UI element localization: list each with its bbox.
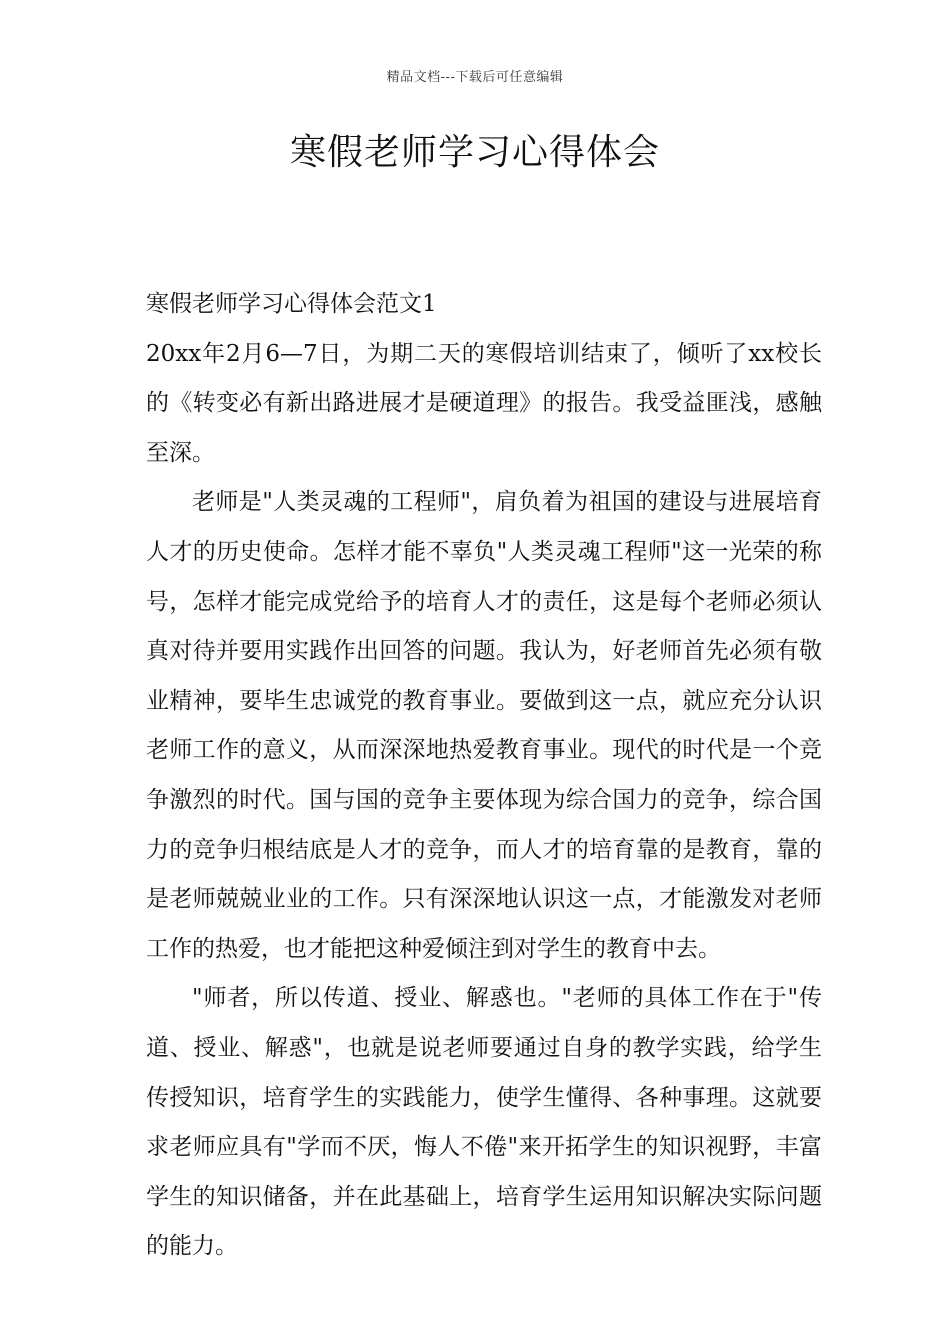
header-note: 精品文档---下载后可任意编辑 [386, 70, 564, 85]
paragraph-1: 20xx年2月6—7日，为期二天的寒假培训结束了，倾听了xx校长的《转变必有新出路进展才是硬道理》的报告。我受益匪浅，感触至深。 [146, 340, 822, 466]
paragraph-3: "师者，所以传道、授业、解惑也。"老师的具体工作在于"传道、授业、解惑"，也就是说老师要通过自身的教学实践，给学生传授知识，培育学生的实践能力，使学生懂得、各种事理。这就要求老师应具有"学而不厌，悔人不倦"来开拓学生的知识视野，丰富学生的知识储备，并在此基础上，培育学生运用知识解决实际问题的能力。 [146, 985, 822, 1260]
paragraph-2: 老师是"人类灵魂的工程师"，肩负着为祖国的建设与进展培育人才的历史使命。怎样才能不辜负"人类灵魂工程师"这一光荣的称号，怎样才能完成党给予的培育人才的责任，这是每个老师必须认真对待并要用实践作出回答的问题。我认为，好老师首先必须有敬业精神，要毕生忠诚党的教育事业。要做到这一点，就应充分认识老师工作的意义，从而深深地热爱教育事业。现代的时代是一个竞争激烈的时代。国与国的竞争主要体现为综合国力的竞争，综合国力的竞争归根结底是人才的竞争，而人才的培育靠的是教育，靠的是老师兢兢业业的工作。只有深深地认识这一点，才能激发对老师工作的热爱，也才能把这种爱倾注到对学生的教育中去。 [146, 489, 822, 962]
document-title: 寒假老师学习心得体会 [289, 132, 660, 173]
document-body [146, 280, 822, 1272]
section-subtitle: 寒假老师学习心得体会范文1 [146, 291, 437, 317]
